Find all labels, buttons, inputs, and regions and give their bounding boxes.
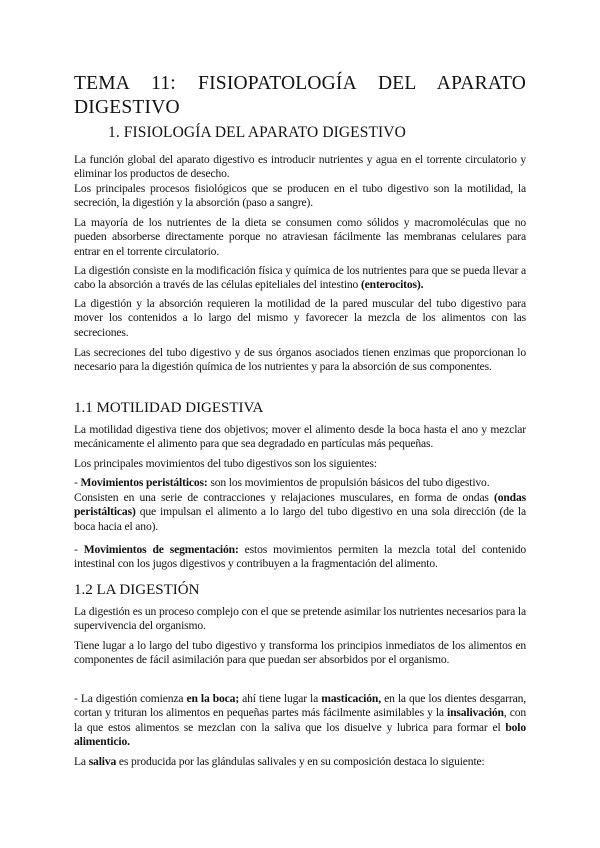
paragraph-14-text-1: - La digestión comienza (74, 692, 187, 705)
paragraph-14 (74, 692, 526, 750)
paragraph-9-text: son los movimientos de propulsión básicos del tubo digestivo. (207, 476, 490, 489)
paragraph-14-text-4: , con la que estos alimentos se mezclan con la saliva que los disuelve y lubrica para formar el (74, 706, 526, 734)
paragraph-12: La digestión es un proceso complejo con el que se pretende asimilar los nutrientes necesarios para la supervivencia del organismo. (74, 605, 526, 633)
paragraph-5: La digestión y la absorción requieren la motilidad de la pared muscular del tubo digestivo para mover los contenidos a lo largo del mismo y favorecer la mezcla de los alimentos con las secreciones. (74, 297, 526, 339)
paragraph-15 (74, 755, 526, 769)
paragraph-14-text-2: ahí tiene lugar la (239, 692, 322, 705)
paragraph-14-text-3: en la que los dientes desgarran, cortan y trituran los alimentos en pequeñas partes más fácilmente asimilables y la (74, 692, 526, 720)
paragraph-10 (74, 491, 526, 534)
paragraph-7: La motilidad digestiva tiene dos objetivos; mover el alimento desde la boca hasta el ano y mezclar mecánicamente el alimento para que sea degradado en partículas más pequeñas. (74, 423, 526, 451)
paragraph-15-text-2: es producida por las glándulas salivales y en su composición destaca lo siguiente: (116, 755, 485, 768)
section-heading-1: 1. FISIOLOGÍA DEL APARATO DIGESTIVO (108, 124, 406, 141)
paragraph-10-text-2: que impulsan el alimento a lo largo del tubo digestivo en una sola dirección (de la boca hacia el ano). (74, 505, 526, 533)
paragraph-10-text-1: Consisten en una serie de contracciones y relajaciones musculares, en forma de ondas (74, 491, 495, 504)
paragraph-15-bold: saliva (88, 755, 117, 768)
title-line-2: DIGESTIVO (74, 97, 180, 118)
paragraph-11 (74, 543, 526, 572)
document-title (74, 72, 526, 120)
paragraph-1: La función global del aparato digestivo es introducir nutrientes y agua en el torrente circulatorio y eliminar los productos de desecho. (74, 153, 526, 181)
paragraph-4-bold: (enterocitos). (360, 278, 424, 292)
section-heading-1-2: 1.2 LA DIGESTIÓN (74, 582, 200, 598)
paragraph-10-bold: (ondas peristálticas) (74, 491, 526, 519)
title-line-1: TEMA 11: FISIOPATOLOGÍA DEL APARATO (74, 73, 526, 94)
paragraph-11-text: estos movimientos permiten la mezcla total del contenido intestinal con los jugos digestivos y contribuyen a la fragmentación del alimento. (74, 543, 526, 571)
paragraph-8: Los principales movimientos del tubo digestivos son los siguientes: (74, 457, 377, 470)
paragraph-14-bold-3: insalivación (447, 706, 504, 720)
paragraph-9-bold: Movimientos peristálticos: (80, 476, 208, 489)
section-heading-1-1: 1.1 MOTILIDAD DIGESTIVA (74, 400, 264, 416)
paragraph-4 (74, 264, 526, 293)
paragraph-11-dash: - (74, 543, 84, 556)
paragraph-15-text-1: La (74, 755, 89, 768)
paragraph-11-bold: Movimientos de segmentación: (83, 543, 239, 556)
paragraph-4-text: La digestión consiste en la modificación física y química de los nutrientes para que se pueda llevar a cabo la absorción a través de las células epiteliales del intestino (74, 264, 526, 292)
paragraph-6: Las secreciones del tubo digestivo y de sus órganos asociados tienen enzimas que proporcionan lo necesario para la digestión química de los nutrientes y para la absorción de sus componentes. (74, 346, 526, 374)
paragraph-2: Los principales procesos fisiológicos que se producen en el tubo digestivo son la motilidad, la secreción, la digestión y la absorción (paso a sangre). (74, 182, 526, 210)
paragraph-14-bold-4: bolo alimenticio. (74, 720, 526, 749)
paragraph-14-bold-1: en la boca; (186, 692, 240, 705)
paragraph-9 (74, 476, 526, 490)
paragraph-14-bold-2: masticación, (321, 692, 381, 705)
paragraph-3: La mayoría de los nutrientes de la dieta se consumen como sólidos y macromoléculas que no pueden absorberse directamente porque no atraviesan fácilmente las membranas celulares para entrar en el torrente circulatorio. (74, 216, 526, 258)
paragraph-13: Tiene lugar a lo largo del tubo digestivo y transforma los principios inmediatos de los alimentos en componentes de fácil asimilación para que puedan ser absorbidos por el organismo. (74, 639, 526, 667)
paragraph-9-dash: - (74, 476, 81, 489)
